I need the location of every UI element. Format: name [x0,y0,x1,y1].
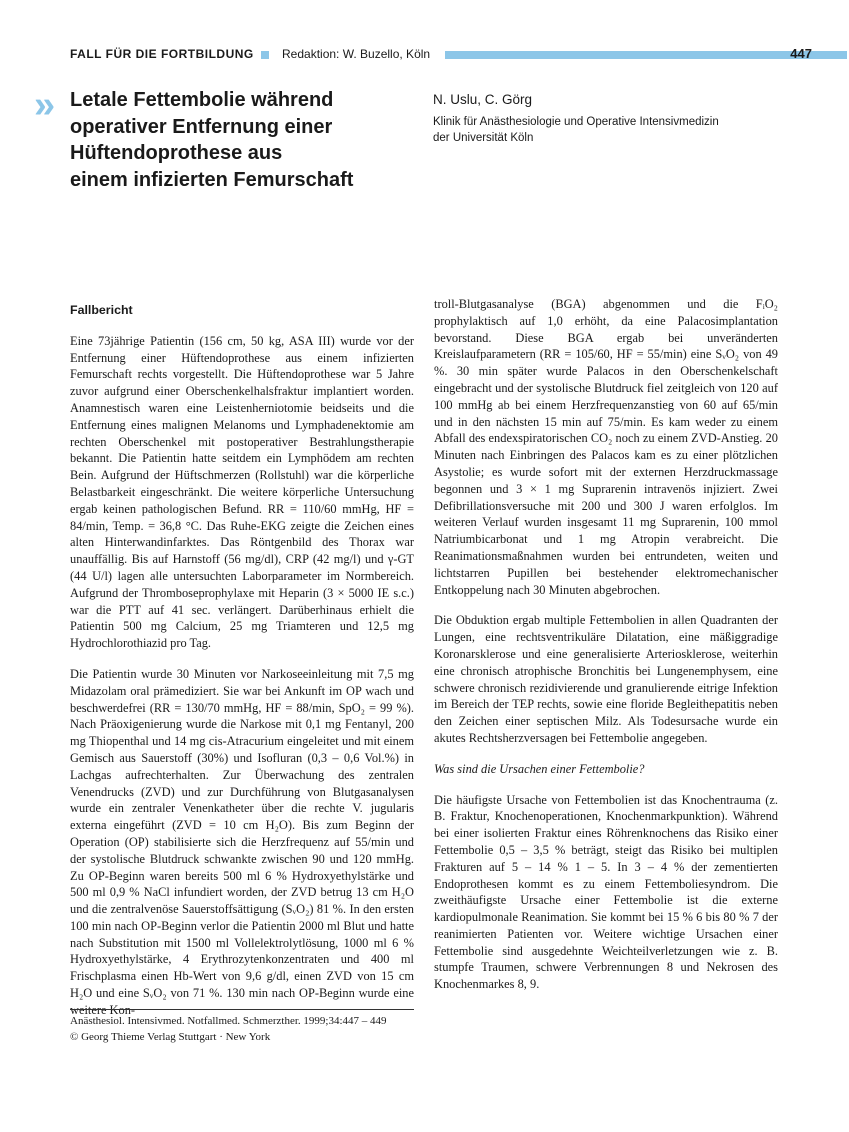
question-heading: Was sind die Ursachen einer Fettembolie? [434,761,645,776]
section-heading: Fallbericht [70,303,133,317]
accent-bar [445,51,847,59]
footer [70,1014,387,1045]
running-header [70,47,812,65]
title-line: Hüftendoprothese aus [70,142,283,164]
left-column [70,302,414,1033]
accent-square [261,51,269,59]
body-paragraph: Die häufigste Ursache von Fettembolien ist das Knochentrauma (z. B. Fraktur, Knochenoperationen, Knochenmarkpunktion). Während bei einer isolierten Fraktur eines Röhrenknochens das Risiko einer Fettembolie 0,5 – 3,5 % beträgt, steigt das Risiko bei multiplen Frakturen auf 5 – 14 % 1 – 5. In 3 – 4 % der zementierten Endoprothesen kommt es zu einem Fettemboliesyndrom. Die zweithäufigste Ursache einer Fettembolie ist die externe kardiopulmonale Reanimation. Sie kommt bei 15 % 6 bis 80 % 7 der reanimierten Patienten vor. Weitere wichtige Ursachen einer Fettembolie sind ausgedehnte Weichteilverletzungen wie z. B. stumpfe Traumen, schwere Verbrennungen 8 und Nekrosen des Knochenmarkes 8, 9. [434,792,778,992]
body-paragraph: troll-Blutgasanalyse (BGA) abgenommen und die FᵢO₂ prophylaktisch auf 1,0 erhöht, da eine Palacosimplantation bevorstand. Diese BGA ergab bei unveränderten Kreislaufparametern (RR = 105/60, HF = 55/min) eine SᵥO₂ von 49 %. 30 min später wurde Palacos in den Oberschenkelschaft eingebracht und der systolische Blutdruck fiel zeitgleich von 120 auf 100 mmHg ab bei einem Herzfrequenzanstieg von 60 auf 65/min und in den nächsten 15 min auf 75/min. Es kam weder zu einem Abfall des endexspiratorischen CO₂ noch zu einem ZVD-Anstieg. 20 Minuten nach Einbringen des Palacos kam es zu einer plötzlichen Asystolie; es wurde sofort mit der externen Herzdruckmassage begonnen und 3 × 1 mg Suprarenin intravenös injiziert. Zwei Defibrillationsversuche mit 200 und 300 J waren erfolglos. Im weiteren Verlauf wurden insgesamt 11 mg Suprarenin, 100 mmol Natriumbicarbonat und 1 mg Atropin verabreicht. Die Reanimationsmaßnahmen wurden bei entrundeten, weiten und lichtstarren Pupillen bei bestehender elektromechanischer Entkoppelung nach 30 Minuten abgebrochen. [434,297,778,597]
footer-rule [70,1009,414,1010]
title-line: Letale Fettembolie während [70,89,334,111]
copyright: © Georg Thieme Verlag Stuttgart · New York [70,1030,271,1043]
right-column [434,296,778,1007]
editor-credit: Redaktion: W. Buzello, Köln [282,47,431,61]
affiliation-line: der Universität Köln [433,131,534,144]
article-title [70,87,410,193]
title-line: einem infizierten Femurschaft [70,168,354,191]
title-line: operativer Entfernung einer [70,115,333,138]
body-paragraph: Die Obduktion ergab multiple Fettembolien in allen Quadranten der Lungen, eine rechtsventrikuläre Dilatation, eine mäßiggradige Koronarsklerose und eine generalisierte Arteriosklerose, weiterhin eine chronisch atrophische Bronchitis bei Lungenemphysem, eine schwere chronisch rezidivierende und granulierende eitrige Infektion im Bereich der TEP rechts, sowie eine floride Begleithepatitis neben den Zeichen einer septischen Milz. Als Todesursache wurde ein akutes Rechtsherzversagen bei Fettembolie angegeben. [434,613,778,745]
affiliation-line: Klinik für Anästhesiologie und Operative Intensivmedizin [433,116,719,128]
affiliation [433,115,753,146]
section-label: FALL FÜR DIE FORTBILDUNG [70,47,254,61]
page-number: 447 [790,46,812,61]
citation: Anästhesiol. Intensivmed. Notfallmed. Schmerzther. 1999;34:447 – 449 [70,1015,387,1027]
body-paragraph: Eine 73jährige Patientin (156 cm, 50 kg, ASA III) wurde vor der Entfernung einer Hüftendoprothese aus einem infizierten Femurschaft rechts vorgestellt. Die Hüftendoprothese war 5 Jahre zuvor aufgrund einer Oberschenkelhalsfraktur implantiert worden. Anamnestisch waren eine Leistenherniotomie beidseits und die Entfernung eines malignen Melanoms und Lymphadenektomie am rechten Oberschenkel mit postoperativer Bestrahlungstherapie bekannt. Die Patientin hatte seitdem ein Lymphödem am rechten Bein. Aufgrund der Hüftschmerzen (Rollstuhl) war die körperliche Belastbarkeit eingeschränkt. Die weitere körperliche Untersuchung ergab keinen pathologischen Befund. RR = 110/60 mmHg, HF = 84/min, Temp. = 36,8 °C. Das Ruhe-EKG zeigte die Zeichen eines alten Hinterwandinfarktes. Das Röntgenbild des Thorax war unauffällig. Bis auf Harnstoff (56 mg/dl), CRP (42 mg/l) und γ-GT (44 U/l) lagen alle untersuchten Laborparameter im Normbereich. Aufgrund der Thromboseprophylaxe mit Heparin (3 × 5000 IE s.c.) war die PTT auf 41 sec. verlängert. Darüberhinaus erhielt die Patientin 500 mg Calcium, 25 mg Triamteren und 12,5 mg Hydrochlorothiazid pro Tag. [70,333,414,651]
body-paragraph: Die Patientin wurde 30 Minuten vor Narkoseeinleitung mit 7,5 mg Midazolam oral prämediziert. Sie war bei Ankunft im OP wach und beschwerdefrei (RR = 130/70 mmHg, HF = 88/min, SpO₂ = 99 %). Nach Präoxigenierung wurde die Narkose mit 0,1 mg Fentanyl, 200 mg Thiopenthal und 14 mg cis-Atracurium eingeleitet und mit einem Gemisch aus Sauerstoff (30%) und Isofluran (0,3 – 0,6 Vol.%) in Lachgas aufrechterhalten. Zur Überwachung des zentralen Venendrucks (ZVD) und zur Durchführung von Blutgasanalysen wurde ein zentraler Venenkatheter über die rechte V. jugularis externa eingeführt (ZVD = 10 cm H₂O). Bis zum Beginn der Operation (OP) stabilisierte sich die Herzfrequenz auf 55/min und der systolische Blutdruck schwankte zwischen 90 und 120 mmHg. Zu OP-Beginn waren bereits 500 ml 6 % Hydroxyethylstärke und 500 ml 0,9 % NaCl infundiert worden, der ZVD betrug 13 cm H₂O und die zentralvenöse Sauerstoffsättigung (SᵥO₂) 81 %. In den ersten 100 min nach OP-Beginn verlor die Patientin 2000 ml Blut und hatte nach Substitution mit 1500 ml Vollelektrolytlösung, 1000 ml 6 % Hydroxyethylstärke, 4 Erythrozytenkonzentraten und 400 ml Frischplasma einen Hb-Wert von 9,6 g/dl, einen ZVD von 15 cm H₂O und eine SᵥO₂ von 71 %. 130 min nach OP-Beginn wurde eine weitere Kon- [70,666,414,1017]
quote-mark-icon: » [34,84,50,126]
authors: N. Uslu, C. Görg [433,92,533,107]
